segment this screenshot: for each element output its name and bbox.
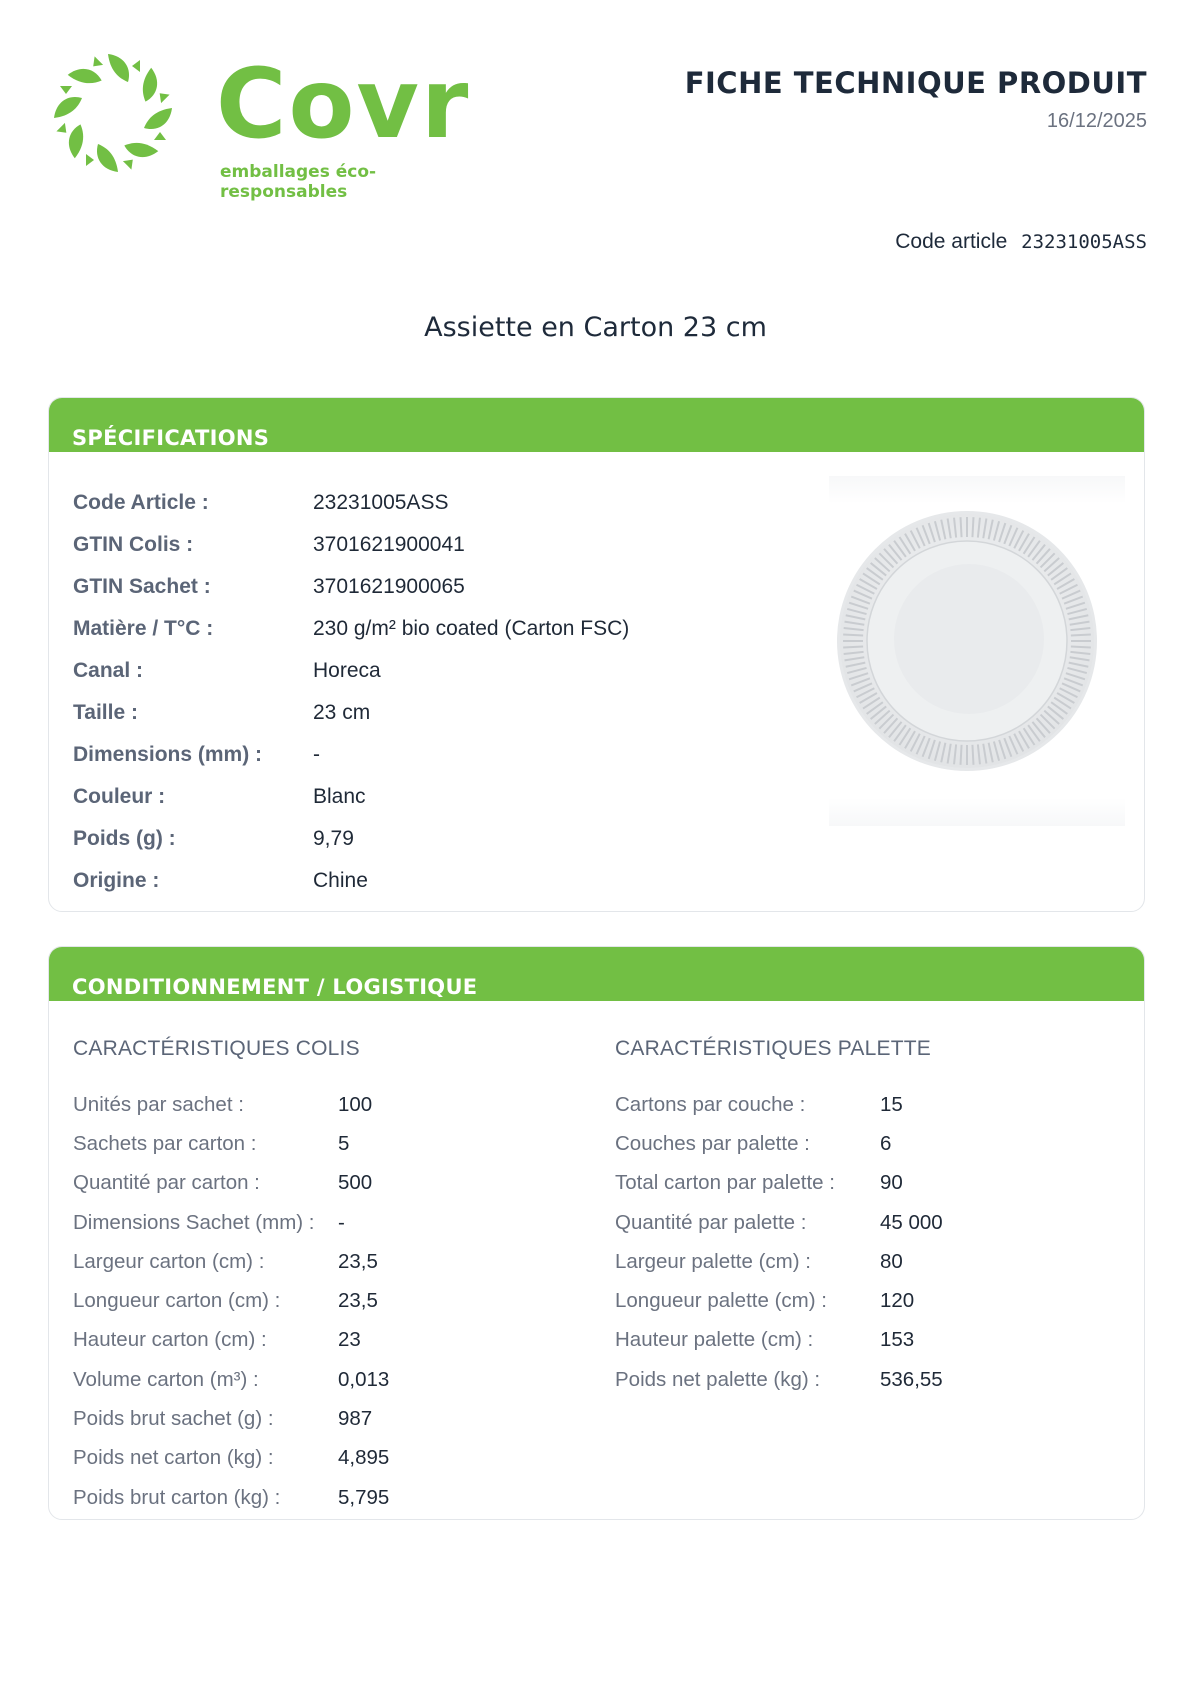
colis-row-value: 987 [338, 1407, 373, 1431]
colis-row [73, 1085, 389, 1124]
colis-list [73, 1085, 389, 1517]
logistics-section [48, 946, 1145, 1520]
spec-row-label: GTIN Colis : [73, 533, 194, 556]
colis-row-value: - [338, 1210, 345, 1234]
article-code-value: 23231005ASS [1021, 231, 1147, 253]
palette-row-value: 120 [880, 1289, 915, 1313]
spec-row-value: 230 g/m² bio coated (Carton FSC) [313, 617, 630, 640]
colis-row [73, 1164, 389, 1203]
spec-row-label: Couleur : [73, 785, 166, 808]
spec-row-value: 3701621900041 [313, 533, 465, 556]
colis-row-label: Longueur carton (cm) : [73, 1289, 281, 1313]
spec-row-label: Origine : [73, 869, 160, 892]
spec-row-value: 23 cm [313, 701, 371, 724]
colis-row [73, 1321, 389, 1360]
palette-row-label: Total carton par palette : [615, 1171, 835, 1195]
palette-row [615, 1164, 943, 1203]
colis-row-value: 100 [338, 1092, 373, 1116]
colis-row [73, 1281, 389, 1320]
spec-row [73, 566, 629, 608]
spec-row-label: Dimensions (mm) : [73, 743, 263, 766]
palette-row-label: Cartons par couche : [615, 1092, 806, 1116]
palette-list [615, 1085, 943, 1399]
palette-row-value: 153 [880, 1328, 915, 1352]
palette-row [615, 1360, 943, 1399]
palette-row-label: Quantité par palette : [615, 1210, 807, 1234]
colis-row-value: 23 [338, 1328, 361, 1352]
colis-row-value: 23,5 [338, 1289, 378, 1313]
palette-row [615, 1321, 943, 1360]
colis-row-label: Quantité par carton : [73, 1171, 260, 1195]
spec-row-value: 3701621900065 [313, 575, 465, 598]
colis-row-label: Largeur carton (cm) : [73, 1249, 265, 1273]
colis-row-value: 0,013 [338, 1367, 390, 1391]
spec-row [73, 860, 629, 902]
document-type: FICHE TECHNIQUE PRODUIT [684, 66, 1147, 100]
palette-row-value: 80 [880, 1249, 903, 1273]
specifications-section [48, 397, 1145, 912]
colis-row [73, 1242, 389, 1281]
spec-row-label: Code Article : [73, 491, 209, 514]
palette-row-value: 6 [880, 1131, 892, 1155]
spec-row-value: Horeca [313, 659, 381, 682]
palette-row-value: 45 000 [880, 1210, 943, 1234]
spec-row-value: - [313, 743, 320, 766]
colis-row-label: Hauteur carton (cm) : [73, 1328, 267, 1352]
spec-row-label: GTIN Sachet : [73, 575, 211, 598]
spec-row [73, 608, 629, 650]
palette-row-label: Couches par palette : [615, 1131, 810, 1155]
palette-title: CARACTÉRISTIQUES PALETTE [615, 1037, 931, 1060]
brand-name: Covr [216, 48, 471, 160]
spec-row [73, 818, 629, 860]
article-code-label: Code article [895, 230, 1008, 253]
colis-row-label: Volume carton (m³) : [73, 1367, 259, 1391]
spec-row-value: 9,79 [313, 827, 354, 850]
palette-row [615, 1085, 943, 1124]
paper-plate-icon [829, 476, 1125, 826]
spec-row-label: Poids (g) : [73, 827, 176, 850]
colis-title: CARACTÉRISTIQUES COLIS [73, 1037, 360, 1060]
colis-row-label: Poids net carton (kg) : [73, 1446, 274, 1470]
colis-row-value: 4,895 [338, 1446, 390, 1470]
recycle-leaves-icon [48, 48, 178, 178]
palette-row-value: 536,55 [880, 1367, 943, 1391]
spec-row-value: Chine [313, 869, 368, 892]
spec-row-label: Canal : [73, 659, 144, 682]
colis-characteristics [73, 1037, 389, 1517]
palette-row [615, 1203, 943, 1242]
document-date: 16/12/2025 [1046, 110, 1147, 132]
colis-row [73, 1399, 389, 1438]
palette-row-label: Largeur palette (cm) : [615, 1249, 811, 1273]
logistics-header: CONDITIONNEMENT / LOGISTIQUE [49, 947, 1144, 1001]
palette-row [615, 1242, 943, 1281]
colis-row-value: 23,5 [338, 1249, 378, 1273]
palette-row-value: 15 [880, 1092, 903, 1116]
palette-row [615, 1124, 943, 1163]
spec-row [73, 734, 629, 776]
colis-row [73, 1124, 389, 1163]
palette-row [615, 1281, 943, 1320]
colis-row-label: Sachets par carton : [73, 1131, 257, 1155]
product-title: Assiette en Carton 23 cm [424, 312, 767, 343]
colis-row [73, 1203, 389, 1242]
colis-row-value: 500 [338, 1171, 373, 1195]
spec-row-label: Taille : [73, 701, 138, 724]
brand-logo [48, 48, 488, 202]
palette-characteristics [615, 1037, 943, 1399]
palette-row-value: 90 [880, 1171, 903, 1195]
colis-row-value: 5 [338, 1131, 350, 1155]
colis-row [73, 1439, 389, 1478]
palette-row-label: Hauteur palette (cm) : [615, 1328, 814, 1352]
specifications-list [73, 482, 629, 902]
colis-row-label: Poids brut sachet (g) : [73, 1407, 274, 1431]
colis-row-label: Poids brut carton (kg) : [73, 1485, 281, 1509]
colis-row [73, 1360, 389, 1399]
spec-row [73, 482, 629, 524]
colis-row-value: 5,795 [338, 1485, 390, 1509]
spec-row [73, 776, 629, 818]
spec-row-value: Blanc [313, 785, 366, 808]
spec-row [73, 650, 629, 692]
product-image [829, 476, 1125, 826]
colis-row [73, 1478, 389, 1517]
specifications-header: SPÉCIFICATIONS [49, 398, 1144, 452]
spec-row-label: Matière / T°C : [73, 617, 214, 640]
spec-row [73, 692, 629, 734]
brand-tagline: emballages éco-responsables [220, 162, 377, 202]
palette-row-label: Longueur palette (cm) : [615, 1289, 827, 1313]
palette-row-label: Poids net palette (kg) : [615, 1367, 821, 1391]
spec-row [73, 524, 629, 566]
colis-row-label: Dimensions Sachet (mm) : [73, 1210, 315, 1234]
article-code [895, 230, 1147, 254]
colis-row-label: Unités par sachet : [73, 1092, 244, 1116]
spec-row-value: 23231005ASS [313, 491, 449, 514]
